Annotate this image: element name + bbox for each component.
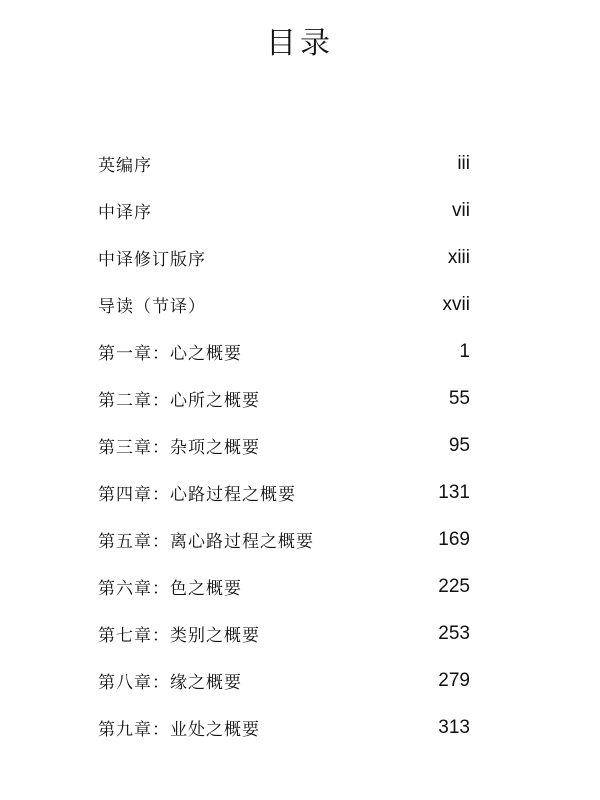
toc-entry bbox=[98, 563, 470, 610]
toc-entry-title: 第二章：心所之概要 bbox=[98, 391, 260, 411]
toc-entry-page: 169 bbox=[438, 528, 470, 550]
toc-entry bbox=[98, 422, 470, 469]
toc-entry bbox=[98, 516, 470, 563]
toc-entry-title: 第八章：缘之概要 bbox=[98, 673, 242, 693]
toc-entry-page: xvii bbox=[442, 293, 470, 315]
toc-entry-page: 279 bbox=[438, 669, 470, 691]
toc-entry bbox=[98, 657, 470, 704]
toc-entry-title: 中译序 bbox=[98, 203, 152, 223]
toc-entry-page: 253 bbox=[438, 622, 470, 644]
toc-entry-title: 中译修订版序 bbox=[98, 250, 206, 270]
toc-entry bbox=[98, 140, 470, 187]
toc-entry-title: 英编序 bbox=[98, 156, 152, 176]
toc-entry bbox=[98, 234, 470, 281]
toc-entry-title: 第一章：心之概要 bbox=[98, 344, 242, 364]
toc-entry bbox=[98, 375, 470, 422]
toc-entry-page: 55 bbox=[448, 387, 470, 409]
toc-entry-title: 第七章：类别之概要 bbox=[98, 626, 260, 646]
table-of-contents bbox=[98, 140, 470, 751]
toc-entry-page: iii bbox=[457, 152, 470, 174]
toc-entry-page: vii bbox=[452, 199, 470, 221]
toc-entry-page: 95 bbox=[448, 434, 470, 456]
toc-entry bbox=[98, 704, 470, 751]
toc-entry bbox=[98, 610, 470, 657]
toc-entry bbox=[98, 469, 470, 516]
toc-entry-title: 第六章：色之概要 bbox=[98, 579, 242, 599]
toc-entry-page: xiii bbox=[447, 246, 470, 268]
toc-entry-title: 第五章：离心路过程之概要 bbox=[98, 532, 314, 552]
toc-entry-title: 导读（节译） bbox=[98, 297, 206, 317]
toc-entry-title: 第三章：杂项之概要 bbox=[98, 438, 260, 458]
toc-entry bbox=[98, 187, 470, 234]
toc-entry-page: 313 bbox=[438, 716, 470, 738]
toc-entry-title: 第四章：心路过程之概要 bbox=[98, 485, 296, 505]
toc-entry bbox=[98, 281, 470, 328]
toc-entry-title: 第九章：业处之概要 bbox=[98, 720, 260, 740]
toc-entry-page: 1 bbox=[459, 340, 470, 362]
toc-entry-page: 131 bbox=[438, 481, 470, 503]
toc-entry-page: 225 bbox=[438, 575, 470, 597]
toc-entry bbox=[98, 328, 470, 375]
page-title: 目录 bbox=[266, 26, 334, 61]
